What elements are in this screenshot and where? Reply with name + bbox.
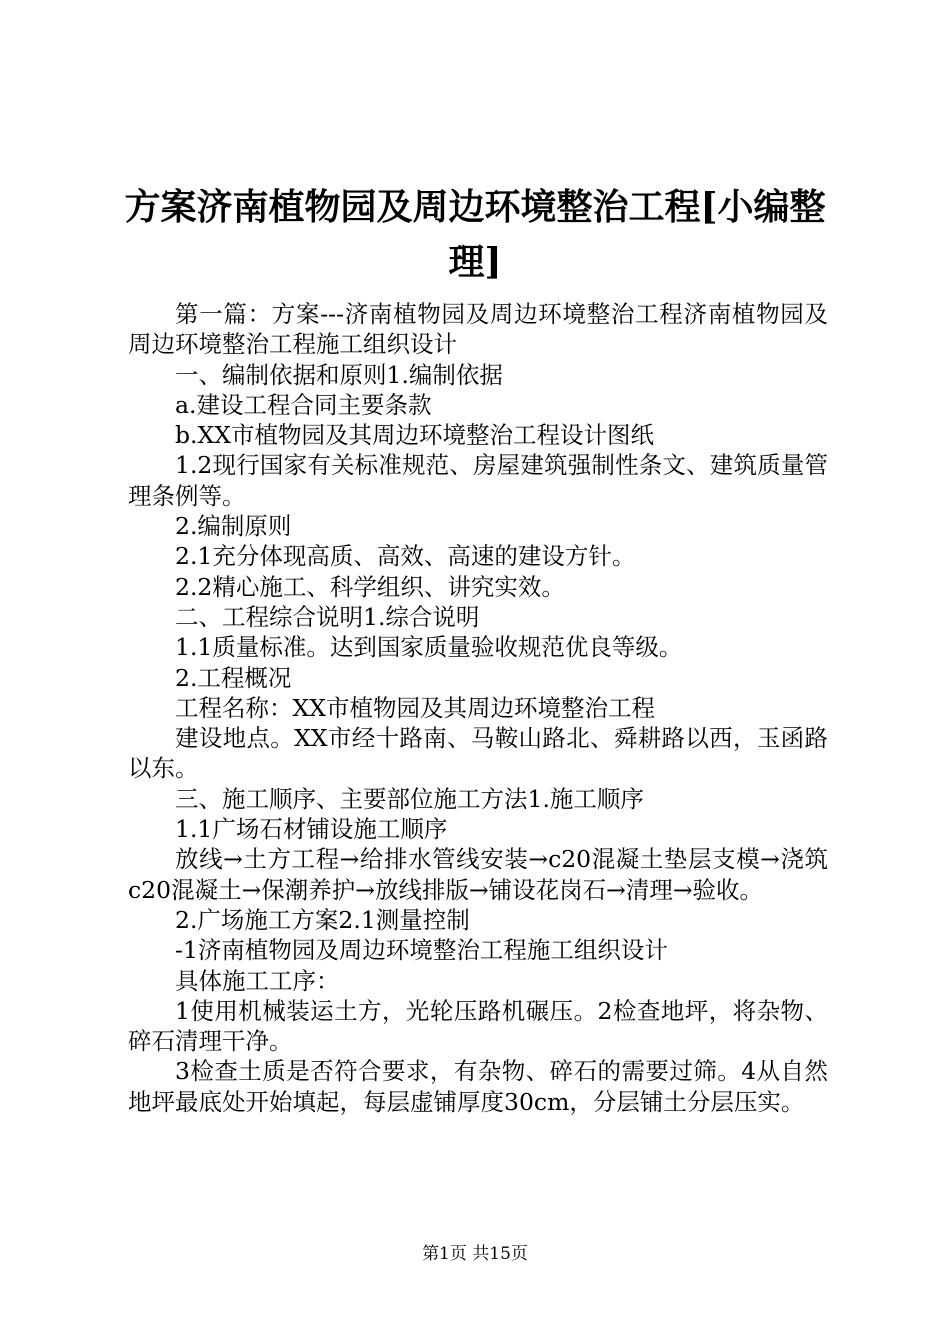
paragraph: 二、工程综合说明1.综合说明	[175, 602, 480, 631]
document-body	[128, 299, 828, 1117]
page-number-footer: 第1页 共15页	[422, 1244, 528, 1264]
paragraph: b.XX市植物园及其周边环境整治工程设计图纸	[175, 421, 654, 450]
paragraph: 第一篇：方案---济南植物园及周边环境整治工程济南植物园及周边环境整治工程施工组织设计	[128, 300, 828, 359]
paragraph: 2.广场施工方案2.1测量控制	[175, 905, 470, 934]
paragraph: 建设地点。XX市经十路南、马鞍山路北、舜耕路以西，玉函路以东。	[128, 724, 828, 783]
document-title: 方案济南植物园及周边环境整治工程[小编整理]	[124, 186, 826, 283]
paragraph: 2.工程概况	[175, 663, 292, 692]
paragraph: 1.1质量标准。达到国家质量验收规范优良等级。	[175, 633, 683, 662]
paragraph: 1.2现行国家有关标准规范、房屋建筑强制性条文、建筑质量管理条例等。	[128, 451, 828, 510]
paragraph: 3检查土质是否符合要求，有杂物、碎石的需要过筛。4从自然地坪最底处开始填起，每层虚铺厚度30cm，分层铺土分层压实。	[128, 1057, 828, 1116]
paragraph: 三、施工顺序、主要部位施工方法1.施工顺序	[175, 784, 644, 813]
paragraph: 工程名称：XX市植物园及其周边环境整治工程	[175, 693, 655, 722]
paragraph: -1济南植物园及周边环境整治工程施工组织设计	[175, 936, 668, 965]
paragraph: 1.1广场石材铺设施工顺序	[175, 815, 448, 844]
paragraph: 2.1充分体现高质、高效、高速的建设方针。	[175, 542, 636, 571]
paragraph: 2.编制原则	[175, 512, 292, 541]
paragraph: 一、编制依据和原则1.编制依据	[175, 360, 503, 389]
paragraph: 2.2精心施工、科学组织、讲究实效。	[175, 572, 565, 601]
paragraph: 放线→土方工程→给排水管线安装→c20混凝土垫层支模→浇筑c20混凝土→保潮养护→放线排版→铺设花岗石→清理→验收。	[128, 845, 828, 904]
paragraph: 具体施工工序：	[175, 966, 340, 995]
paragraph: a.建设工程合同主要条款	[175, 390, 432, 419]
paragraph: 1使用机械装运土方，光轮压路机碾压。2检查地坪，将杂物、碎石清理干净。	[128, 996, 828, 1056]
